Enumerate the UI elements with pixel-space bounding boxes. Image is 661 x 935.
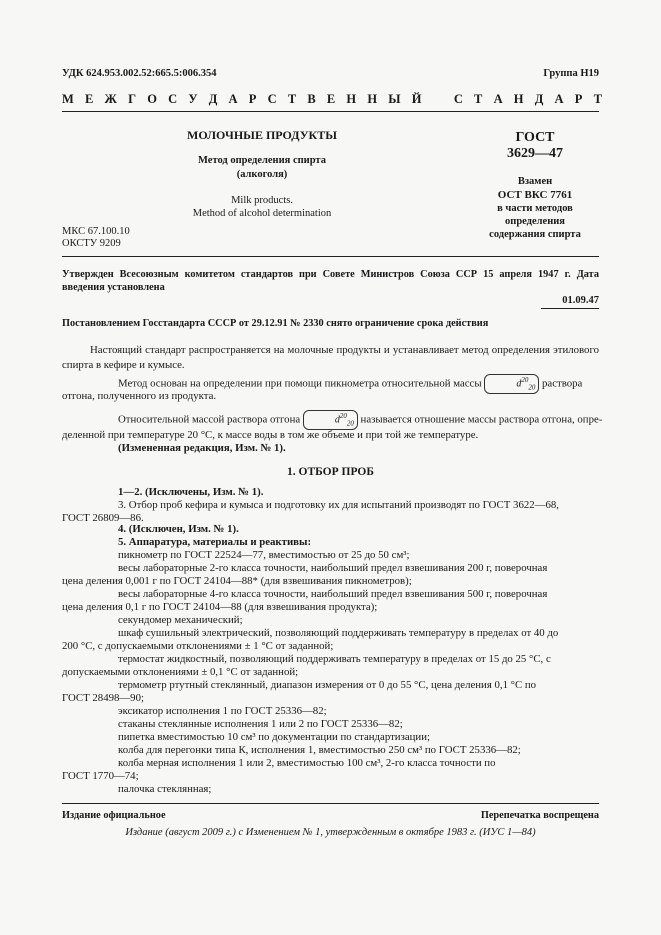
banner-letter: О <box>147 92 157 106</box>
banner-letter: Ы <box>388 92 401 106</box>
clause-5: 5. Аппаратура, материалы и реактивы: <box>118 536 312 548</box>
equipment-item: термометр ртутный стеклянный, диапазон измерения от 0 до 55 °С, цена деления 0,1 °С по <box>118 679 537 691</box>
banner-letter: С <box>267 92 277 106</box>
method-text-3: отгона, полученного из продукта. <box>62 390 217 402</box>
banner-letter: Г <box>128 92 137 106</box>
banner-letter: Р <box>574 92 583 106</box>
equipment-item-cont: ГОСТ 1770—74; <box>62 770 139 782</box>
document-subtitle: Метод определения спирта <box>198 155 326 166</box>
official-edition: Издание официальное <box>62 810 166 821</box>
gost-number: 3629—47 <box>507 146 563 161</box>
banner-letter: А <box>554 92 564 106</box>
approval-text-2: введения установлена <box>62 282 165 293</box>
replace-scope-3: содержания спирта <box>489 229 581 240</box>
mks-code: МКС 67.100.10 <box>62 226 130 237</box>
equipment-item: пикнометр по ГОСТ 22524—77, вместимостью от 25 до 50 см³; <box>118 549 410 561</box>
equipment-item-cont: цена деления 0,001 г по ГОСТ 24104—88* (для взвешивания пикнометров); <box>62 575 412 587</box>
banner-letter: А <box>493 92 503 106</box>
banner-letter: Т <box>474 92 483 106</box>
banner-letter: А <box>228 92 238 106</box>
banner-letter: Н <box>513 92 524 106</box>
equipment-item: стаканы стеклянные исполнения 1 или 2 по ГОСТ 25336—82; <box>118 718 403 730</box>
banner-gap <box>433 92 443 107</box>
intro-paragraph: Настоящий стандарт распространяется на молочные продукты и устанавливает метод определения этилового спирта в кефире и кумысе. <box>62 344 599 371</box>
section-heading: 1. ОТБОР ПРОБ <box>287 466 374 478</box>
equipment-item: весы лабораторные 4-го класса точности, наибольший предел взвешивания 500 г, поверочная <box>118 588 548 600</box>
equipment-item-cont: ГОСТ 28498—90; <box>62 692 144 704</box>
equipment-item: шкаф сушильный электрический, позволяющий поддерживать температуру в пределах от 40 до <box>118 627 559 639</box>
definition-text-3: деленной при температуре 20 °С, к массе воды в том же объеме и при той же температуре. <box>62 429 479 441</box>
document-subtitle-2: (алкоголя) <box>236 169 288 180</box>
equipment-item: термостат жидкостный, позволяющий поддерживать температуру в пределах от 15 до 25 °С, с <box>118 653 551 665</box>
method-text-2: раствора <box>542 377 583 390</box>
banner-letter: Т <box>593 92 602 106</box>
gost-label: ГОСТ <box>515 130 555 145</box>
english-title: Milk products. <box>231 195 293 206</box>
definition-text-2: называется отношение массы раствора отгона, опре- <box>360 413 603 426</box>
banner-letter: Е <box>85 92 94 106</box>
equipment-item: секундомер механический; <box>118 614 243 626</box>
replaced-standard: ОСТ ВКС 7761 <box>497 189 573 201</box>
relative-density-symbol: $d^{20}_{20}$ <box>484 374 539 394</box>
replaces-label: Взамен <box>517 176 553 187</box>
banner-letter: Т <box>287 92 297 106</box>
clause-3: 3. Отбор проб кефира и кумыса и подготовку их для испытаний производят по ГОСТ 3622—68, <box>118 499 559 511</box>
interstate-standard-banner <box>62 92 602 107</box>
replace-scope: в части методов <box>497 203 573 214</box>
equipment-item: колба для перегонки типа К, исполнения 1, вместимостью 250 см³ по ГОСТ 25336—82; <box>118 744 521 756</box>
equipment-item: палочка стеклянная; <box>118 783 212 795</box>
banner-letter: Е <box>326 92 336 106</box>
equipment-item-cont: 200 °С, с допускаемыми отклонениями ± 1 °С от заданной; <box>62 640 334 652</box>
equipment-item: весы лабораторные 2-го класса точности, наибольший предел взвешивания 200 г, поверочная <box>118 562 548 574</box>
banner-letter: М <box>62 92 74 106</box>
banner-letter: Ж <box>104 92 117 106</box>
introduction-date: 01.09.47 <box>562 295 599 306</box>
equipment-item: колба мерная исполнения 1 или 2, вместимостью 100 см³, 2-го класса точности по <box>118 757 496 769</box>
equipment-item-cont: допускаемыми отклонениями ± 0,1 °С от заданной; <box>62 666 299 678</box>
banner-letter: В <box>307 92 316 106</box>
decree-text: Постановлением Госстандарта СССР от 29.12.91 № 2330 снято ограничение срока действия <box>62 318 489 329</box>
document-title: МОЛОЧНЫЕ ПРОДУКТЫ <box>187 128 337 142</box>
title-rule <box>62 256 599 257</box>
clause-3-cont: ГОСТ 26809—86. <box>62 512 144 524</box>
banner-letter: Д <box>534 92 544 106</box>
banner-letter: Н <box>367 92 378 106</box>
group-code: Группа Н19 <box>543 68 599 79</box>
approval-text: Утвержден Всесоюзным комитетом стандартов при Совете Министров Союза ССР 15 апреля 1947 г. Дата <box>62 269 599 280</box>
banner-letter: У <box>188 92 198 106</box>
definition-text: Относительной массой раствора отгона <box>118 413 301 426</box>
english-title-2: Method of alcohol determination <box>192 208 332 219</box>
edition-note: Издание (август 2009 г.) с Изменением № 1, утвержденным в октябре 1983 г. (ИУС 1—84) <box>125 827 536 838</box>
banner-letter: Р <box>248 92 257 106</box>
footer-rule <box>62 803 599 804</box>
udk-code: УДК 624.953.002.52:665.5:006.354 <box>62 68 217 79</box>
equipment-item: эксикатор исполнения 1 по ГОСТ 25336—82; <box>118 705 327 717</box>
clause-1-2: 1—2. (Исключены, Изм. № 1). <box>118 486 264 498</box>
equipment-item-cont: цена деления 0,1 г по ГОСТ 24104—88 (для взвешивания продукта); <box>62 601 378 613</box>
amendment-note: (Измененная редакция, Изм. № 1). <box>118 442 286 454</box>
date-underline <box>541 308 599 309</box>
banner-letter: Д <box>208 92 218 106</box>
banner-letter: С <box>453 92 463 106</box>
definition-paragraph <box>90 410 603 430</box>
banner-letter: С <box>168 92 178 106</box>
relative-density-symbol: $d^{20}_{20}$ <box>303 410 358 430</box>
banner-letter: Н <box>346 92 357 106</box>
equipment-item: пипетка вместимостью 10 см³ по документации по стандартизации; <box>118 731 430 743</box>
banner-letter: Й <box>411 92 422 106</box>
reprint-prohibited: Перепечатка воспрещена <box>480 810 599 821</box>
clause-4: 4. (Исключен, Изм. № 1). <box>118 523 239 535</box>
banner-rule <box>62 111 599 112</box>
okstu-code: ОКСТУ 9209 <box>62 238 121 249</box>
method-text: Метод основан на определении при помощи пикнометра относительной массы <box>118 377 482 390</box>
replace-scope-2: определения <box>505 216 565 227</box>
